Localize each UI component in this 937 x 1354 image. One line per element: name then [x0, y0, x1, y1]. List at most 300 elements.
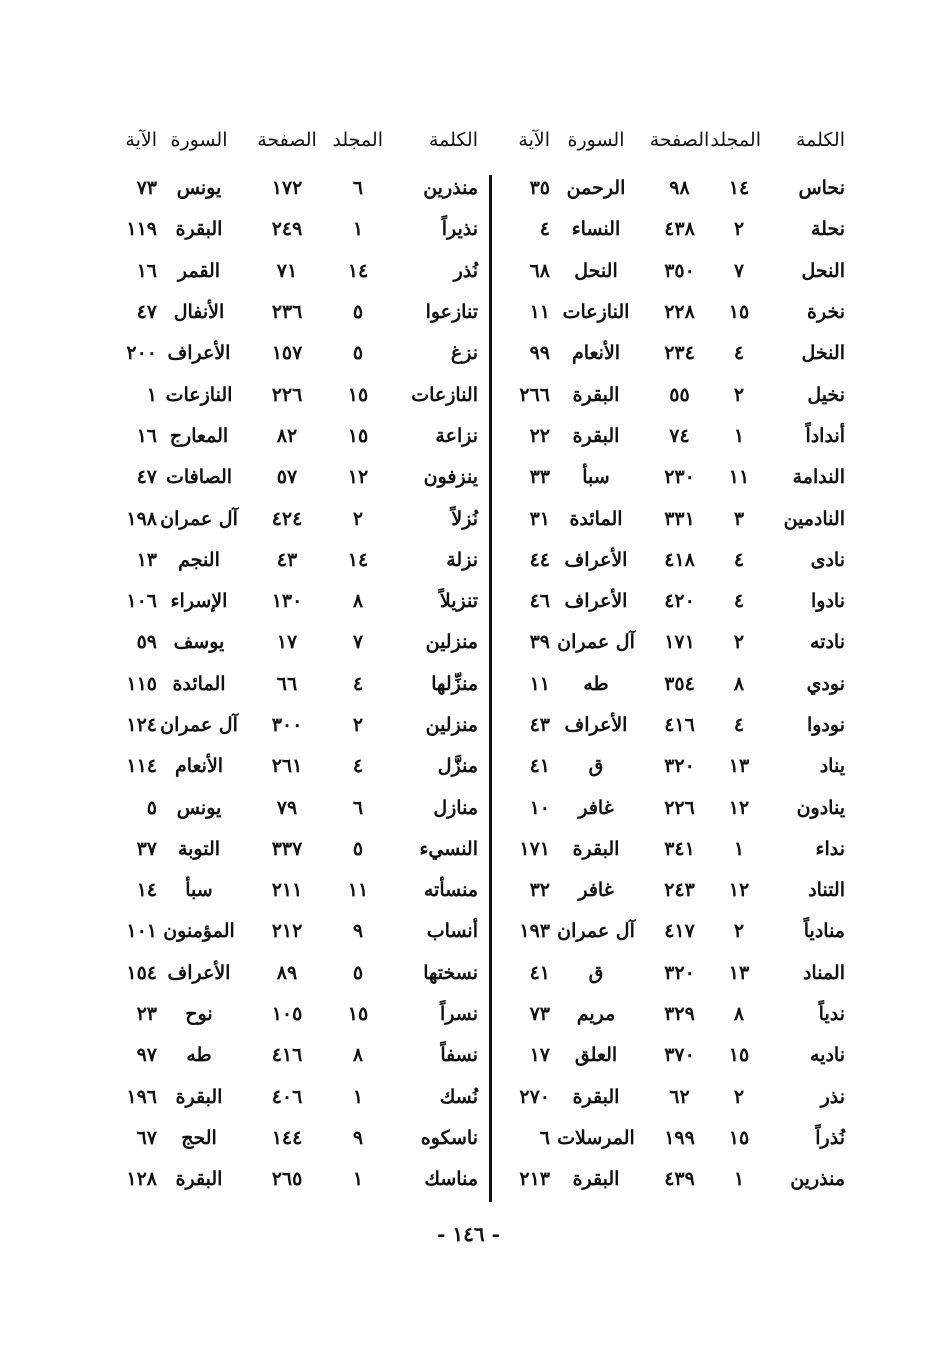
table-row	[500, 829, 845, 870]
header-aya: الآية	[125, 128, 157, 151]
entry-aya: ٧٣	[136, 177, 157, 200]
table-row	[500, 705, 845, 746]
table-row	[100, 457, 478, 498]
entry-word: نداء	[815, 837, 845, 860]
entry-sura: طه	[583, 672, 609, 695]
entry-sura: البقرة	[175, 1168, 223, 1191]
table-row	[500, 1118, 845, 1159]
table-row	[100, 622, 478, 663]
table-row	[500, 622, 845, 663]
entry-sura: الإسراء	[170, 590, 228, 613]
column-header-row	[500, 118, 845, 162]
entry-sura: البقرة	[572, 837, 620, 860]
entry-volume: ٢	[352, 507, 364, 530]
entry-page: ٢٢٦	[664, 796, 695, 819]
entry-page: ٣٥٠	[664, 259, 695, 282]
header-word: الكلمة	[428, 128, 478, 151]
entry-sura: البقرة	[175, 1085, 223, 1108]
table-row	[100, 581, 478, 622]
header-volume: المجلد	[332, 128, 383, 151]
entry-word: المناد	[802, 961, 845, 984]
entry-page: ٢٢٨	[664, 301, 695, 324]
entry-page: ٢١٢	[271, 920, 303, 943]
entry-aya: ٣٧	[136, 837, 157, 860]
entry-aya: ٤٧	[136, 301, 157, 324]
entry-volume: ١١	[728, 466, 750, 489]
entry-aya: ١٢٤	[126, 714, 157, 736]
entry-volume: ١	[352, 1085, 364, 1108]
entry-aya: ٤١	[529, 961, 550, 984]
table-row	[100, 416, 478, 457]
entry-word: نسختها	[423, 961, 478, 984]
entry-aya: ١٥٤	[126, 961, 157, 984]
right-index-column	[500, 118, 845, 1200]
entry-volume: ١٥	[728, 1044, 750, 1067]
entry-volume: ١٥	[347, 1003, 369, 1026]
entry-aya: ٤	[539, 218, 550, 241]
entry-word: نحلة	[810, 218, 845, 241]
entry-word: تنزيلاً	[439, 590, 478, 613]
entry-word: نذر	[820, 1085, 845, 1108]
entry-volume: ١٤	[347, 259, 369, 282]
entry-sura: المرسلات	[557, 1126, 635, 1149]
table-row	[500, 1077, 845, 1118]
entry-word: نادوا	[811, 590, 845, 613]
entry-aya: ٦٧	[136, 1126, 157, 1149]
entry-page: ٩٨	[669, 177, 690, 200]
table-row	[100, 1159, 478, 1200]
entry-volume: ١٤	[728, 177, 750, 200]
entry-page: ٣٢٠	[664, 961, 695, 984]
entry-page: ٨٩	[276, 961, 298, 984]
entry-volume: ٢	[733, 383, 745, 406]
entry-volume: ٨	[352, 590, 364, 613]
entry-page: ١٤٤	[271, 1126, 303, 1149]
table-row	[100, 664, 478, 705]
entry-aya: ١	[146, 383, 157, 406]
entry-page: ٣٢٠	[664, 755, 695, 778]
entry-aya: ٥٩	[136, 631, 157, 654]
entry-volume: ٧	[733, 259, 745, 282]
entry-page: ٣٥٤	[664, 672, 695, 695]
entry-page: ٣٣٧	[271, 837, 303, 860]
entry-word: منذرين	[790, 1168, 845, 1191]
header-page: الصفحة	[257, 128, 317, 151]
entry-sura: الصافات	[165, 466, 233, 489]
entry-sura: آل عمران	[557, 631, 635, 654]
entry-word: نُزلاً	[451, 507, 478, 530]
entry-volume: ٢	[733, 1085, 745, 1108]
entry-volume: ٢	[352, 714, 364, 736]
entry-sura: الرحمن	[566, 177, 626, 200]
entry-page: ٢٦١	[271, 755, 303, 778]
header-page: الصفحة	[649, 128, 710, 151]
entry-volume: ١	[352, 218, 364, 241]
entry-volume: ٦	[352, 177, 364, 200]
entry-page: ٢٣٦	[271, 301, 303, 324]
entry-volume: ٢	[733, 920, 745, 943]
entry-word: نسراً	[440, 1003, 478, 1026]
entry-word: الندامة	[792, 466, 845, 489]
entry-aya: ٢٣	[136, 1003, 157, 1026]
entry-aya: ٣٩	[529, 631, 550, 654]
entry-aya: ٥	[146, 796, 157, 819]
entry-page: ٣٤١	[664, 837, 695, 860]
entry-word: منزَّل	[437, 755, 478, 778]
table-row	[500, 746, 845, 787]
entry-sura: النازعات	[165, 383, 233, 406]
entry-sura: ق	[588, 961, 604, 984]
entry-page: ٢٣٤	[664, 342, 695, 365]
entry-sura: يونس	[176, 177, 222, 200]
entry-aya: ١٠٦	[126, 590, 157, 613]
entry-sura: الأعراف	[564, 590, 628, 613]
entry-word: نزغ	[450, 342, 478, 365]
entry-word: مناسك	[424, 1168, 478, 1191]
entry-volume: ٩	[352, 920, 364, 943]
table-row	[100, 953, 478, 994]
entry-sura: الأعراف	[564, 714, 628, 736]
table-row	[100, 1077, 478, 1118]
entry-sura: يوسف	[173, 631, 225, 654]
entry-volume: ٢	[733, 631, 745, 654]
entry-page: ٣٢٩	[664, 1003, 695, 1026]
entry-volume: ١	[733, 424, 745, 447]
table-row	[500, 540, 845, 581]
column-divider	[489, 175, 492, 1202]
entry-volume: ٥	[352, 342, 364, 365]
entry-volume: ١٥	[728, 1126, 750, 1149]
entry-sura: القمر	[177, 259, 221, 282]
entry-word: نودي	[806, 672, 845, 695]
table-row	[100, 168, 478, 209]
entry-sura: المؤمنون	[163, 920, 235, 943]
entry-aya: ٤٦	[529, 590, 550, 613]
table-row	[100, 540, 478, 581]
table-row	[100, 333, 478, 374]
entry-word: منازل	[433, 796, 478, 819]
entry-aya: ٩٧	[136, 1044, 157, 1067]
entry-sura: المائدة	[569, 507, 623, 530]
entry-sura: النساء	[571, 218, 621, 241]
entry-word: نسفاً	[440, 1044, 478, 1067]
entry-aya: ١١	[529, 672, 550, 695]
entry-aya: ١١٤	[126, 755, 157, 778]
entry-volume: ٧	[352, 631, 364, 654]
table-row	[100, 705, 478, 746]
entry-sura: الأعراف	[167, 342, 231, 365]
entry-page: ٣٠٠	[271, 714, 303, 736]
table-row	[100, 292, 478, 333]
table-row	[100, 787, 478, 828]
entry-volume: ٤	[733, 590, 745, 613]
entry-page: ١٥٧	[271, 342, 303, 365]
table-row	[500, 581, 845, 622]
table-row	[500, 870, 845, 911]
table-row	[500, 251, 845, 292]
table-row	[100, 829, 478, 870]
entry-page: ٤٣	[276, 548, 298, 571]
entry-volume: ١	[733, 837, 745, 860]
table-row	[100, 994, 478, 1035]
table-row	[500, 333, 845, 374]
entry-page: ٤٢٤	[271, 507, 303, 530]
entry-word: النازعات	[411, 383, 478, 406]
entry-word: نُسك	[439, 1085, 478, 1108]
entry-page: ٨٢	[276, 424, 298, 447]
entry-word: نادى	[810, 548, 845, 571]
entry-aya: ١٩٣	[519, 920, 550, 943]
entry-volume: ٤	[352, 672, 364, 695]
entry-sura: الأعراف	[167, 961, 231, 984]
entry-aya: ١٦	[136, 259, 157, 282]
table-row	[500, 664, 845, 705]
header-aya: الآية	[518, 128, 550, 151]
entry-volume: ١٥	[347, 383, 369, 406]
header-word: الكلمة	[795, 128, 845, 151]
entry-volume: ١٤	[347, 548, 369, 571]
entry-aya: ٩٩	[529, 342, 550, 365]
entry-sura: الأنفال	[173, 301, 225, 324]
table-row	[100, 870, 478, 911]
entry-word: منزلين	[425, 631, 478, 654]
entry-volume: ٦	[352, 796, 364, 819]
entry-word: النسيء	[419, 837, 478, 860]
entry-volume: ٤	[733, 342, 745, 365]
entry-aya: ٢٧٠	[519, 1085, 550, 1108]
entry-aya: ١٩٨	[126, 507, 157, 530]
table-row	[100, 1118, 478, 1159]
entry-volume: ١٥	[347, 424, 369, 447]
table-row	[500, 374, 845, 415]
entry-page: ٣٣١	[664, 507, 695, 530]
header-sura: السورة	[170, 128, 228, 151]
entry-aya: ١٩٦	[126, 1085, 157, 1108]
entry-page: ٤١٧	[664, 920, 695, 943]
entry-sura: العلق	[574, 1044, 618, 1067]
entry-page: ٤١٨	[664, 548, 695, 571]
entry-word: منذرين	[423, 177, 478, 200]
entry-sura: غافر	[578, 796, 614, 819]
entry-sura: آل عمران	[160, 714, 238, 736]
column-header-row	[100, 118, 478, 162]
entry-page: ٢٤٩	[271, 218, 303, 241]
table-row	[500, 498, 845, 539]
entry-aya: ١٠١	[126, 920, 157, 943]
entry-sura: آل عمران	[160, 507, 238, 530]
entry-sura: نوح	[185, 1003, 213, 1026]
entry-volume: ١١	[347, 879, 369, 902]
entry-sura: البقرة	[572, 424, 620, 447]
entry-volume: ٨	[733, 672, 745, 695]
table-row	[500, 209, 845, 250]
entry-word: ندياً	[818, 1003, 845, 1026]
table-row	[100, 251, 478, 292]
entry-sura: يونس	[176, 796, 222, 819]
entry-sura: التوبة	[177, 837, 221, 860]
entry-word: النخل	[801, 342, 845, 365]
entry-volume: ٩	[352, 1126, 364, 1149]
entry-volume: ٥	[352, 961, 364, 984]
entry-sura: البقرة	[175, 218, 223, 241]
table-row	[100, 911, 478, 952]
header-volume: المجلد	[710, 128, 761, 151]
entry-aya: ١٠	[529, 796, 550, 819]
table-row	[100, 746, 478, 787]
entry-aya: ١٧١	[519, 837, 550, 860]
entry-word: النحل	[801, 259, 845, 282]
entry-aya: ٦	[539, 1126, 550, 1149]
entry-word: نودوا	[806, 714, 845, 736]
entry-word: نزاعة	[435, 424, 478, 447]
entry-page: ٤٠٦	[271, 1085, 303, 1108]
entry-page: ١٧١	[664, 631, 695, 654]
table-row	[500, 953, 845, 994]
entry-aya: ٣٥	[529, 177, 550, 200]
entry-volume: ٥	[352, 837, 364, 860]
entry-aya: ٢١٣	[519, 1168, 550, 1191]
table-row	[500, 168, 845, 209]
entry-aya: ٤١	[529, 755, 550, 778]
table-row	[500, 416, 845, 457]
table-row	[500, 1035, 845, 1076]
entry-sura: مريم	[576, 1003, 616, 1026]
entry-aya: ٤٤	[529, 548, 550, 571]
entry-sura: المائدة	[172, 672, 226, 695]
entry-aya: ١١	[529, 301, 550, 324]
entry-word: تنازعوا	[425, 301, 478, 324]
entry-page: ٧١	[276, 259, 298, 282]
table-row	[500, 787, 845, 828]
entry-page: ٦٢	[669, 1085, 690, 1108]
entry-volume: ١٣	[728, 961, 750, 984]
table-row	[500, 911, 845, 952]
entry-word: أنساب	[426, 920, 478, 943]
entry-word: يناد	[819, 755, 845, 778]
entry-sura: الأعراف	[564, 548, 628, 571]
entry-page: ٢٣٠	[664, 466, 695, 489]
entry-aya: ٣٢	[529, 879, 550, 902]
entry-aya: ٣١	[529, 507, 550, 530]
entry-volume: ١٢	[728, 796, 750, 819]
entry-word: منزِّلها	[431, 672, 478, 695]
entry-aya: ٢٦٦	[519, 383, 550, 406]
entry-word: ناديه	[809, 1044, 845, 1067]
entry-sura: طه	[186, 1044, 212, 1067]
entry-page: ٦٦	[276, 672, 298, 695]
entry-word: نادته	[809, 631, 845, 654]
table-row	[500, 292, 845, 333]
entry-volume: ١	[352, 1168, 364, 1191]
entry-page: ٢١١	[271, 879, 303, 902]
entry-page: ٧٤	[669, 424, 690, 447]
entry-aya: ١٦	[136, 424, 157, 447]
entry-sura: الأنعام	[174, 755, 224, 778]
entry-page: ٧٩	[276, 796, 298, 819]
right-rows	[500, 168, 845, 1200]
entry-page: ١٩٩	[664, 1126, 695, 1149]
entry-sura: النجم	[178, 548, 220, 571]
entry-sura: البقرة	[572, 383, 620, 406]
entry-page: ١٣٠	[271, 590, 303, 613]
entry-page: ٢٤٣	[664, 879, 695, 902]
entry-page: ٤٣٨	[664, 218, 695, 241]
table-row	[100, 1035, 478, 1076]
entry-sura: الحج	[181, 1126, 217, 1149]
table-row	[100, 374, 478, 415]
entry-word: منادياً	[803, 920, 845, 943]
entry-word: نحاس	[798, 177, 845, 200]
entry-sura: النازعات	[562, 301, 630, 324]
table-row	[100, 209, 478, 250]
entry-word: ينزفون	[423, 466, 478, 489]
entry-sura: البقرة	[572, 1085, 620, 1108]
header-sura: السورة	[567, 128, 625, 151]
entry-page: ٤١٦	[664, 714, 695, 736]
left-rows	[100, 168, 478, 1200]
entry-aya: ١١٩	[126, 218, 157, 241]
entry-sura: سبأ	[582, 466, 610, 489]
entry-word: التناد	[808, 879, 845, 902]
entry-word: منسأته	[423, 879, 478, 902]
entry-aya: ٢٢	[529, 424, 550, 447]
entry-sura: سبأ	[185, 879, 213, 902]
entry-word: النادمين	[783, 507, 845, 530]
entry-page: ١٧٢	[271, 177, 303, 200]
entry-sura: ق	[588, 755, 604, 778]
entry-word: أنداداً	[805, 424, 845, 447]
entry-aya: ١١٥	[126, 672, 157, 695]
entry-aya: ٣٣	[529, 466, 550, 489]
entry-page: ١٧	[276, 631, 298, 654]
entry-aya: ١٣	[136, 548, 157, 571]
entry-aya: ٧٣	[529, 1003, 550, 1026]
entry-volume: ٤	[733, 714, 745, 736]
table-row	[100, 498, 478, 539]
table-row	[500, 994, 845, 1035]
table-row	[500, 1159, 845, 1200]
entry-word: ناسكوه	[420, 1126, 478, 1149]
entry-volume: ٨	[352, 1044, 364, 1067]
entry-word: نُذر	[453, 259, 478, 282]
entry-aya: ١٢٨	[126, 1168, 157, 1191]
entry-volume: ١	[733, 1168, 745, 1191]
entry-page: ٥٥	[669, 383, 690, 406]
entry-volume: ١٢	[347, 466, 369, 489]
page-number: - ١٤٦ -	[437, 1222, 500, 1246]
entry-word: نزلة	[446, 548, 478, 571]
entry-word: منزلين	[425, 714, 478, 736]
entry-sura: الأنعام	[571, 342, 621, 365]
entry-volume: ٨	[733, 1003, 745, 1026]
entry-word: نخيل	[807, 383, 845, 406]
entry-aya: ١٤	[136, 879, 157, 902]
entry-volume: ٢	[733, 218, 745, 241]
entry-word: نُذراً	[815, 1126, 845, 1149]
entry-volume: ٤	[733, 548, 745, 571]
entry-page: ٤٣٩	[664, 1168, 695, 1191]
entry-word: نخرة	[807, 301, 845, 324]
entry-aya: ٤٧	[136, 466, 157, 489]
entry-volume: ٣	[733, 507, 745, 530]
entry-page: ٤١٦	[271, 1044, 303, 1067]
entry-volume: ١٢	[728, 879, 750, 902]
entry-word: ينادون	[796, 796, 845, 819]
entry-sura: النحل	[574, 259, 618, 282]
entry-page: ٣٧٠	[664, 1044, 695, 1067]
entry-page: ٢٦٥	[271, 1168, 303, 1191]
entry-sura: آل عمران	[557, 920, 635, 943]
